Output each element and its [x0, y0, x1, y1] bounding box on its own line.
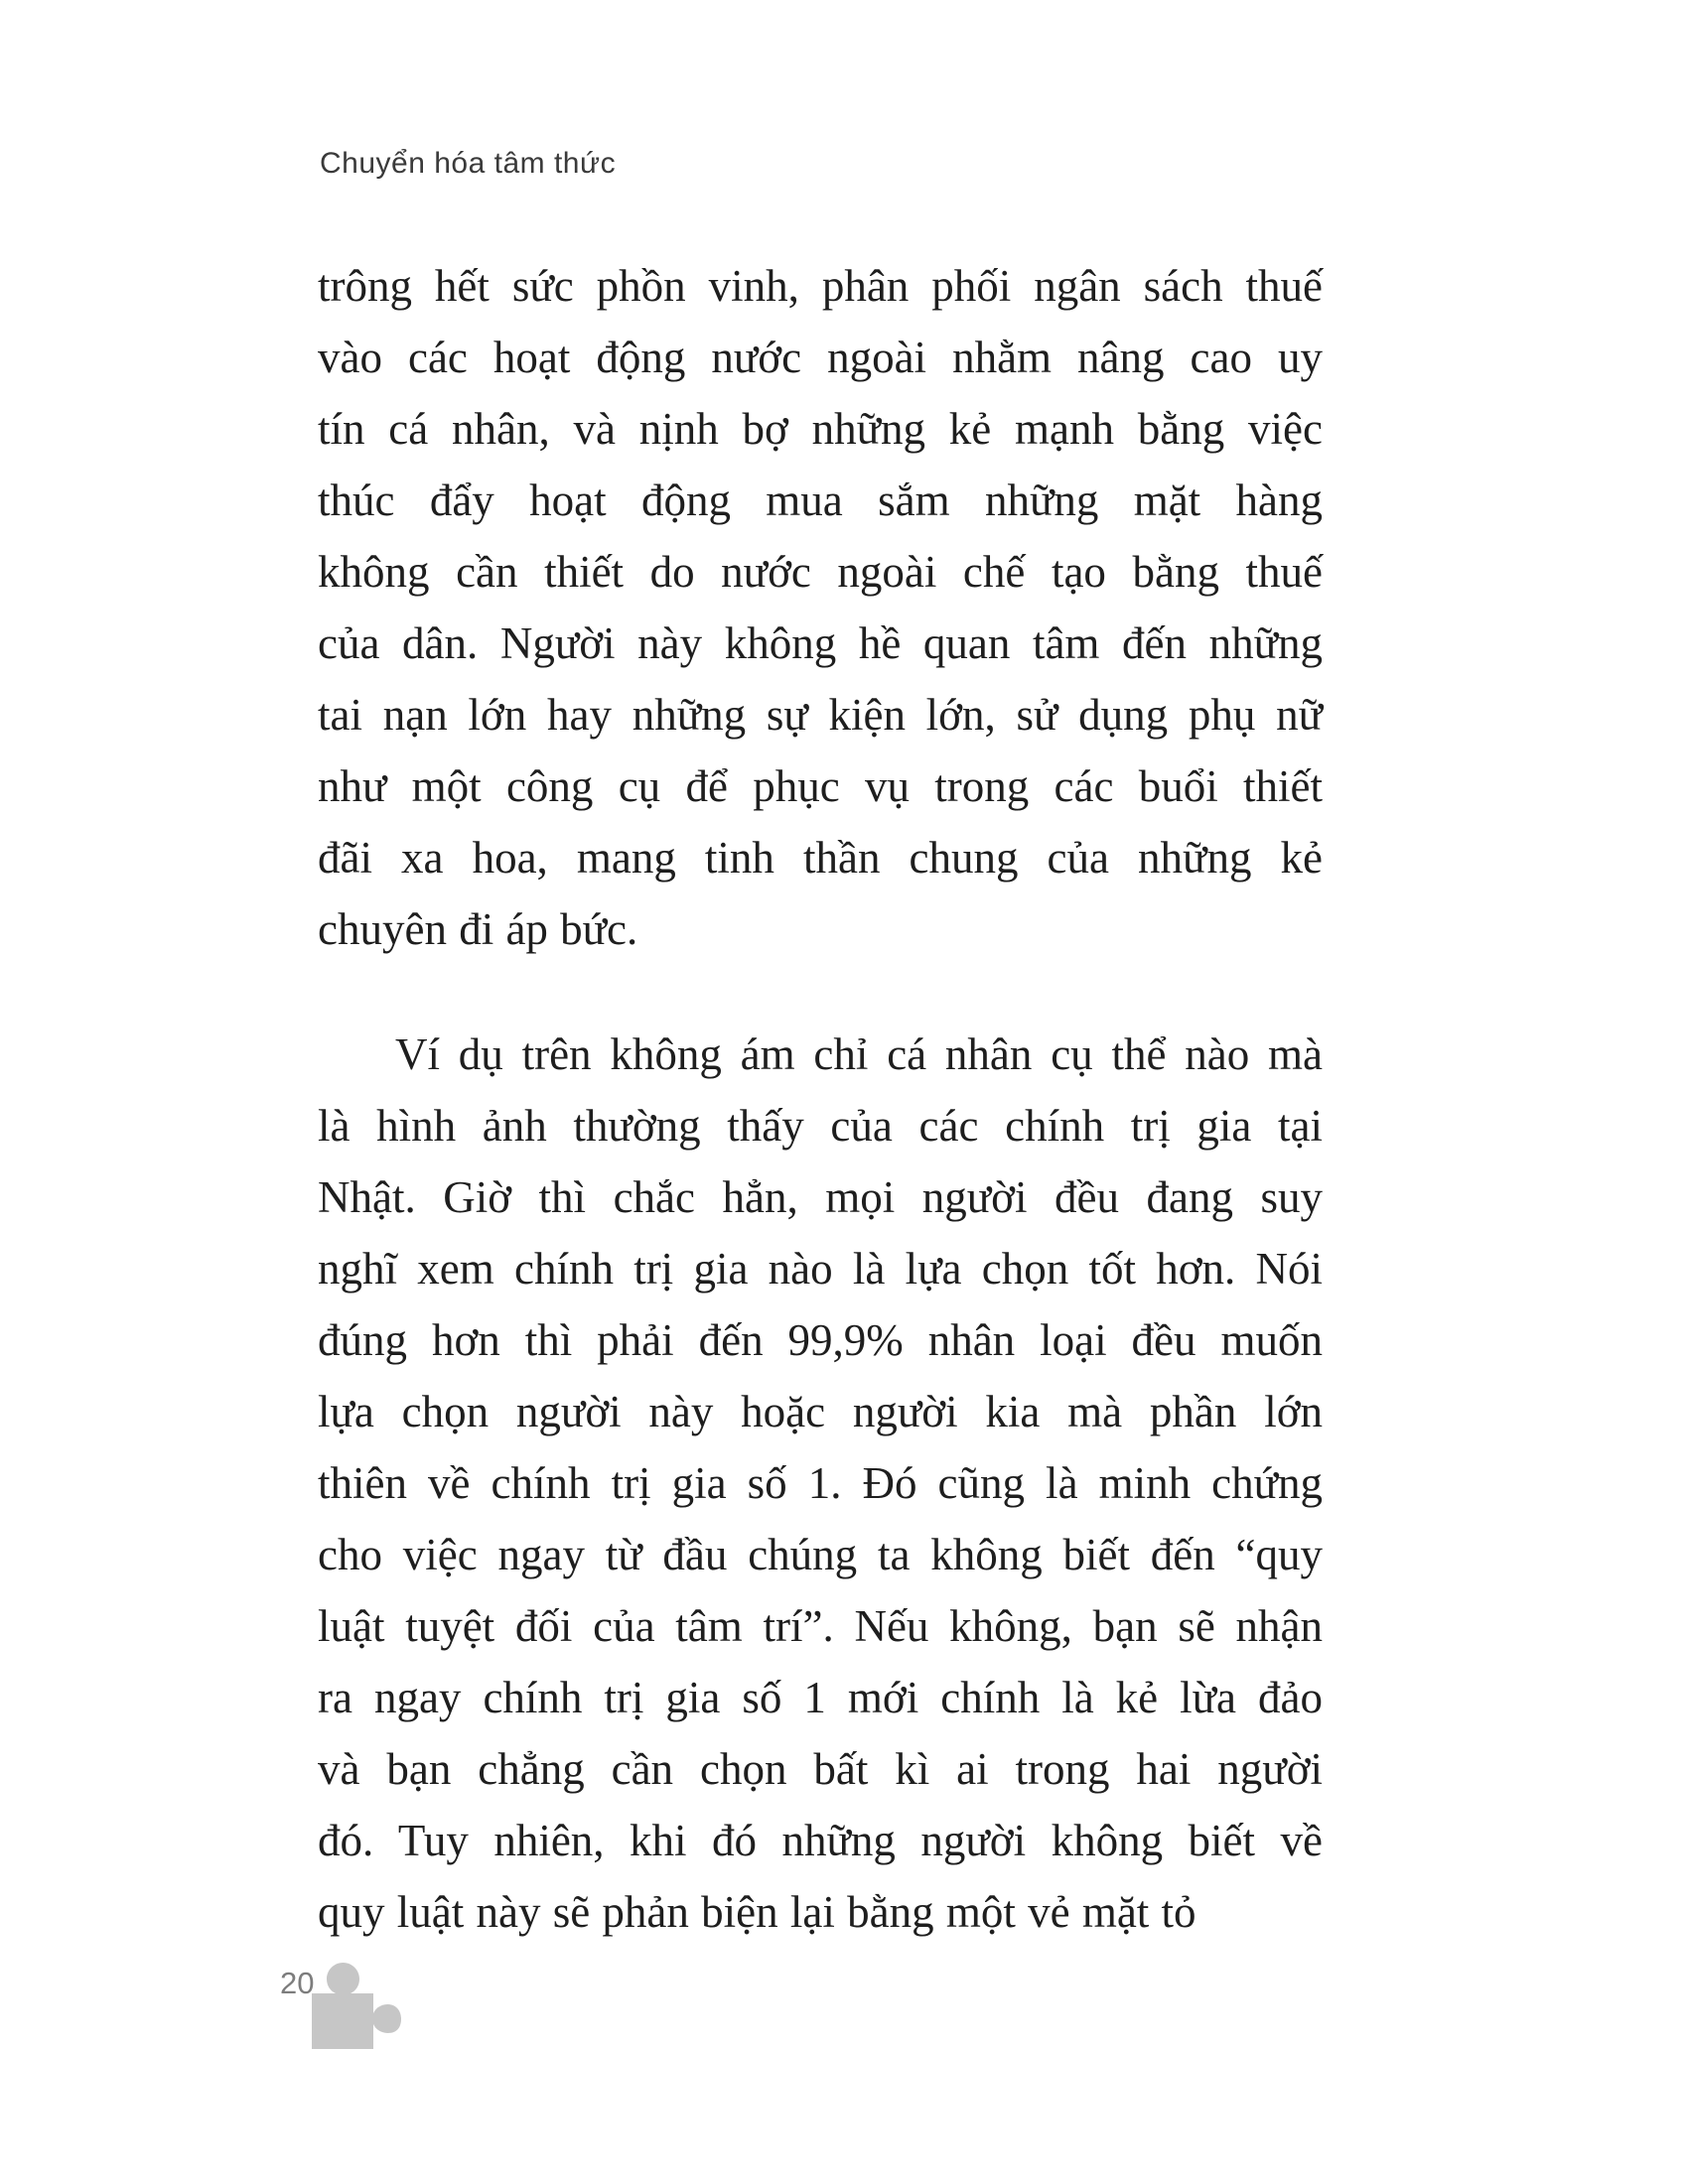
text-line: Ví dụ trên không ám chỉ cá nhân cụ thể nào mà [395, 1029, 1323, 1079]
text-line: là hình ảnh thường thấy của các chính trị gia tại [318, 1101, 1323, 1151]
text-line: tín cá nhân, và nịnh bợ những kẻ mạnh bằng việc [318, 404, 1323, 454]
text-line: đó. Tuy nhiên, khi đó những người không biết về [318, 1816, 1323, 1865]
text-line: luật tuyệt đối của tâm trí”. Nếu không, bạn sẽ nhận [318, 1601, 1323, 1651]
text-line: nghĩ xem chính trị gia nào là lựa chọn tốt hơn. Nói [318, 1244, 1323, 1294]
text-line: thiên về chính trị gia số 1. Đó cũng là minh chứng [318, 1458, 1323, 1508]
text-line: quy luật này sẽ phản biện lại bằng một vẻ mặt tỏ [318, 1887, 1196, 1937]
text-line: lựa chọn người này hoặc người kia mà phần lớn [318, 1387, 1323, 1436]
text-line: chuyên đi áp bức. [318, 904, 638, 954]
body-text [318, 250, 1323, 1948]
running-header: Chuyển hóa tâm thức [320, 147, 617, 180]
text-line: như một công cụ để phục vụ trong các buổi thiết [318, 761, 1323, 811]
text-line: và bạn chẳng cần chọn bất kì ai trong hai người [318, 1744, 1323, 1794]
page-footer [280, 1948, 419, 2067]
text-line: không cần thiết do nước ngoài chế tạo bằng thuế [318, 547, 1323, 597]
text-line: vào các hoạt động nước ngoài nhằm nâng cao uy [318, 333, 1323, 382]
paragraph [318, 250, 1323, 965]
text-line: tai nạn lớn hay những sự kiện lớn, sử dụng phụ nữ [318, 690, 1323, 740]
text-line: trông hết sức phồn vinh, phân phối ngân sách thuế [318, 261, 1323, 311]
text-line: ra ngay chính trị gia số 1 mới chính là kẻ lừa đảo [318, 1673, 1323, 1722]
text-line: thúc đẩy hoạt động mua sắm những mặt hàng [318, 476, 1323, 525]
text-line: đúng hơn thì phải đến 99,9% nhân loại đều muốn [318, 1315, 1323, 1365]
text-line: đãi xa hoa, mang tinh thần chung của những kẻ [318, 833, 1323, 883]
text-line: của dân. Người này không hề quan tâm đến những [318, 618, 1323, 668]
paragraph [318, 1019, 1323, 1948]
text-line: cho việc ngay từ đầu chúng ta không biết đến “quy [318, 1530, 1323, 1579]
text-line: Nhật. Giờ thì chắc hẳn, mọi người đều đang suy [318, 1172, 1323, 1222]
page-number: 20 [280, 1966, 315, 2000]
